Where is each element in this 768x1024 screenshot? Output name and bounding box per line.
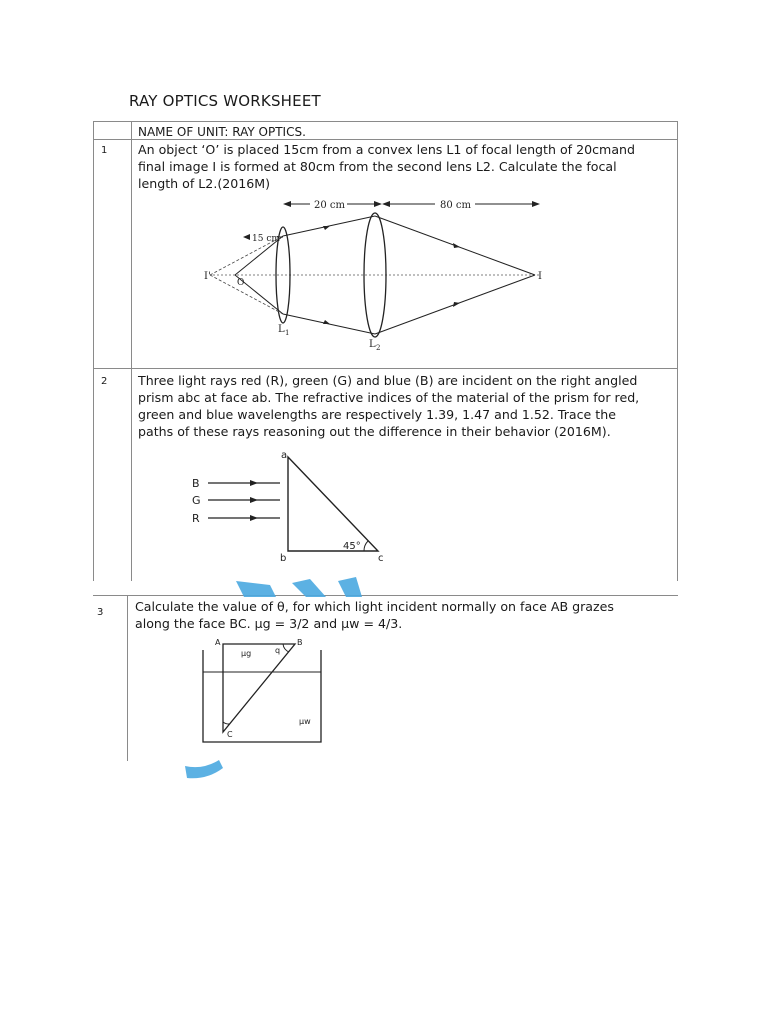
question-number: 1: [101, 145, 108, 156]
lens-l2-subscript: 2: [376, 344, 381, 352]
lens-l1-subscript: 1: [285, 329, 290, 337]
ray-b-label: B: [192, 477, 200, 490]
ray-g-label: G: [192, 494, 201, 507]
right-angled-prism: [288, 457, 378, 551]
question-number: 2: [101, 376, 108, 387]
question-text: Three light rays red (R), green (G) and blue (B) are incident on the right angled prism abc at face ab. The refractive indices of the material of the prism for red, green and blue wavelengths are respectively 1.39, 1.47 and 1.52. Trace the paths of these rays reasoning out the difference in their behavior (2016M).: [138, 373, 640, 439]
ray-r-label: R: [192, 512, 200, 525]
prism-ray-diagram: [180, 445, 400, 565]
vertex-a-label: a: [281, 450, 288, 461]
number-column-divider: [131, 121, 132, 581]
table-top-rule: [93, 121, 678, 122]
glass-in-water-diagram: [195, 636, 330, 748]
vertex-b-label: b: [280, 553, 287, 564]
table-left-border: [93, 121, 94, 581]
object-o-label: O: [237, 278, 245, 288]
angle-q-label: q: [275, 646, 281, 655]
question-number: 3: [97, 607, 104, 618]
mu-water-label: μw: [299, 717, 311, 726]
row3-top-rule: [93, 595, 678, 596]
glass-prism: [223, 644, 295, 732]
lens-l2-label: L: [369, 339, 376, 350]
unit-heading: NAME OF UNIT: RAY OPTICS.: [138, 125, 306, 139]
lens-l1-label: L: [278, 324, 285, 335]
distance-20cm-label: 20 cm: [314, 200, 345, 211]
watermark-shape: [183, 758, 225, 780]
worksheet-title: RAY OPTICS WORKSHEET: [129, 92, 321, 110]
image-i-prime-label: I': [204, 271, 211, 282]
vertex-b-label: B: [297, 638, 303, 647]
vertex-c-label: c: [378, 553, 384, 564]
watermark-shape: [230, 577, 370, 599]
angle-45-label: 45°: [343, 541, 361, 552]
image-i-label: I: [538, 271, 542, 282]
question-text: An object ‘O’ is placed 15cm from a convex lens L1 of focal length of 20cmand final image I is formed at 80cm from the second lens L2. Calculate the focal length of L2.(2016M): [138, 142, 636, 191]
row3-column-divider: [127, 596, 128, 761]
mu-glass-label: μg: [241, 649, 252, 658]
distance-80cm-label: 80 cm: [440, 200, 471, 211]
vertex-a-label: A: [215, 638, 221, 647]
vertex-c-label: C: [227, 730, 233, 739]
row2-top-rule: [93, 368, 678, 369]
table-right-border: [677, 121, 678, 581]
question-text: Calculate the value of θ, for which light incident normally on face AB grazes along the face BC. μg = 3/2 and μw = 4/3.: [135, 599, 614, 631]
distance-15cm-label: 15 cm: [252, 234, 280, 244]
two-lens-ray-diagram: [195, 190, 565, 360]
